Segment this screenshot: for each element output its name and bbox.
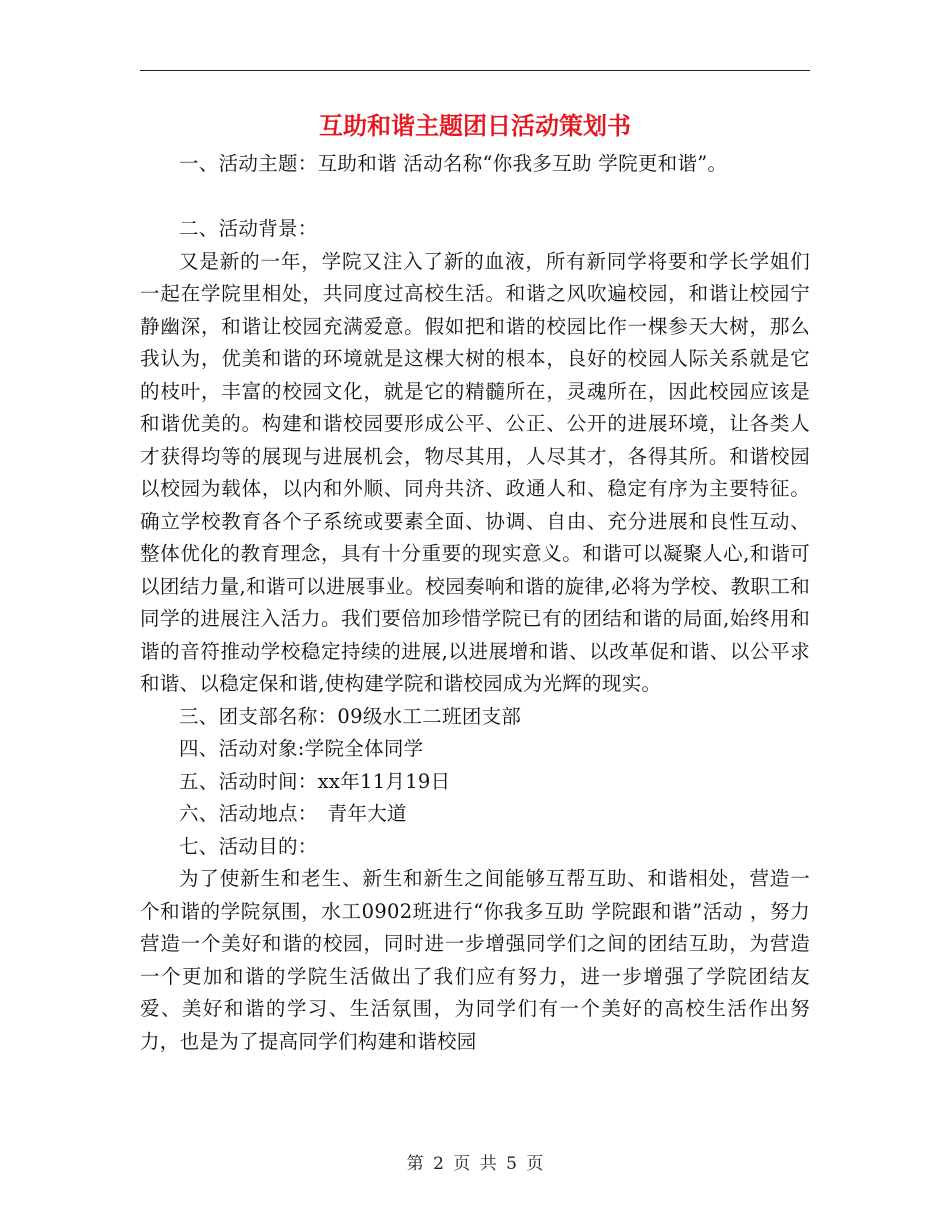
paragraph-background: 又是新的一年，学院又注入了新的血液，所有新同学将要和学长学姐们一起在学院里相处，共同度过高校生活。和谐之风吹遍校园，和谐让校园宁静幽深，和谐让校园充满爱意。假如把和谐的校园比作一棵参天大树，那么我认为，优美和谐的环境就是这棵大树的根本，良好的校园人际关系就是它的枝叶，丰富的校园文化，就是它的精髓所在，灵魂所在，因此校园应该是和谐优美的。构建和谐校园要形成公平、公正、公开的进展环境，让各类人才获得均等的展现与进展机会，物尽其用，人尽其才，各得其所。和谐校园以校园为载体，以内和外顺、同舟共济、政通人和、稳定有序为主要特征。确立学校教育各个子系统或要素全面、协调、自由、充分进展和良性互动、整体优化的教育理念，具有十分重要的现实意义。和谐可以凝聚人心,和谐可以团结力量,和谐可以进展事业。校园奏响和谐的旋律,必将为学校、教职工和同学的进展注入活力。我们要倍加珍惜学院已有的团结和谐的局面,始终用和谐的音符推动学校稳定持续的进展,以进展增和谐、以改革促和谐、以公平求和谐、以稳定保和谐,使构建学院和谐校园成为光辉的现实。 (140, 249, 810, 695)
paragraph-purpose: 为了使新生和老生、新生和新生之间能够互帮互助、和谐相处，营造一个和谐的学院氛围，水工0902班进行“你我多互助 学院跟和谐”活动 ，努力营造一个美好和谐的校园，同时进一步增强同学们之间的团结互助，为营造一个更加和谐的学院生活做出了我们应有努力，进一步增强了学院团结友爱、美好和谐的学习、生活氛围，为同学们有一个美好的高校生活作出努力，也是为了提高同学们构建和谐校园 (140, 867, 810, 1053)
paragraph-place: 六、活动地点： 青年大道 (179, 802, 407, 825)
document-title: 互助和谐主题团日活动策划书 (319, 111, 631, 140)
paragraph-gap (140, 181, 810, 214)
page-number-footer: 第 2 页 共 5 页 (406, 1154, 544, 1174)
header-rule (140, 70, 810, 71)
heading-background: 二、活动背景： (179, 217, 318, 240)
paragraph-theme: 一、活动主题：互助和谐 活动名称“你我多互助 学院更和谐”。 (179, 152, 728, 175)
document-body (140, 148, 810, 1058)
paragraph-branch-name: 三、团支部名称：09级水工二班团支部 (179, 704, 522, 728)
heading-purpose: 七、活动目的： (179, 834, 318, 858)
paragraph-target: 四、活动对象:学院全体同学 (179, 737, 424, 760)
paragraph-time: 五、活动时间：xx年11月19日 (179, 769, 451, 793)
